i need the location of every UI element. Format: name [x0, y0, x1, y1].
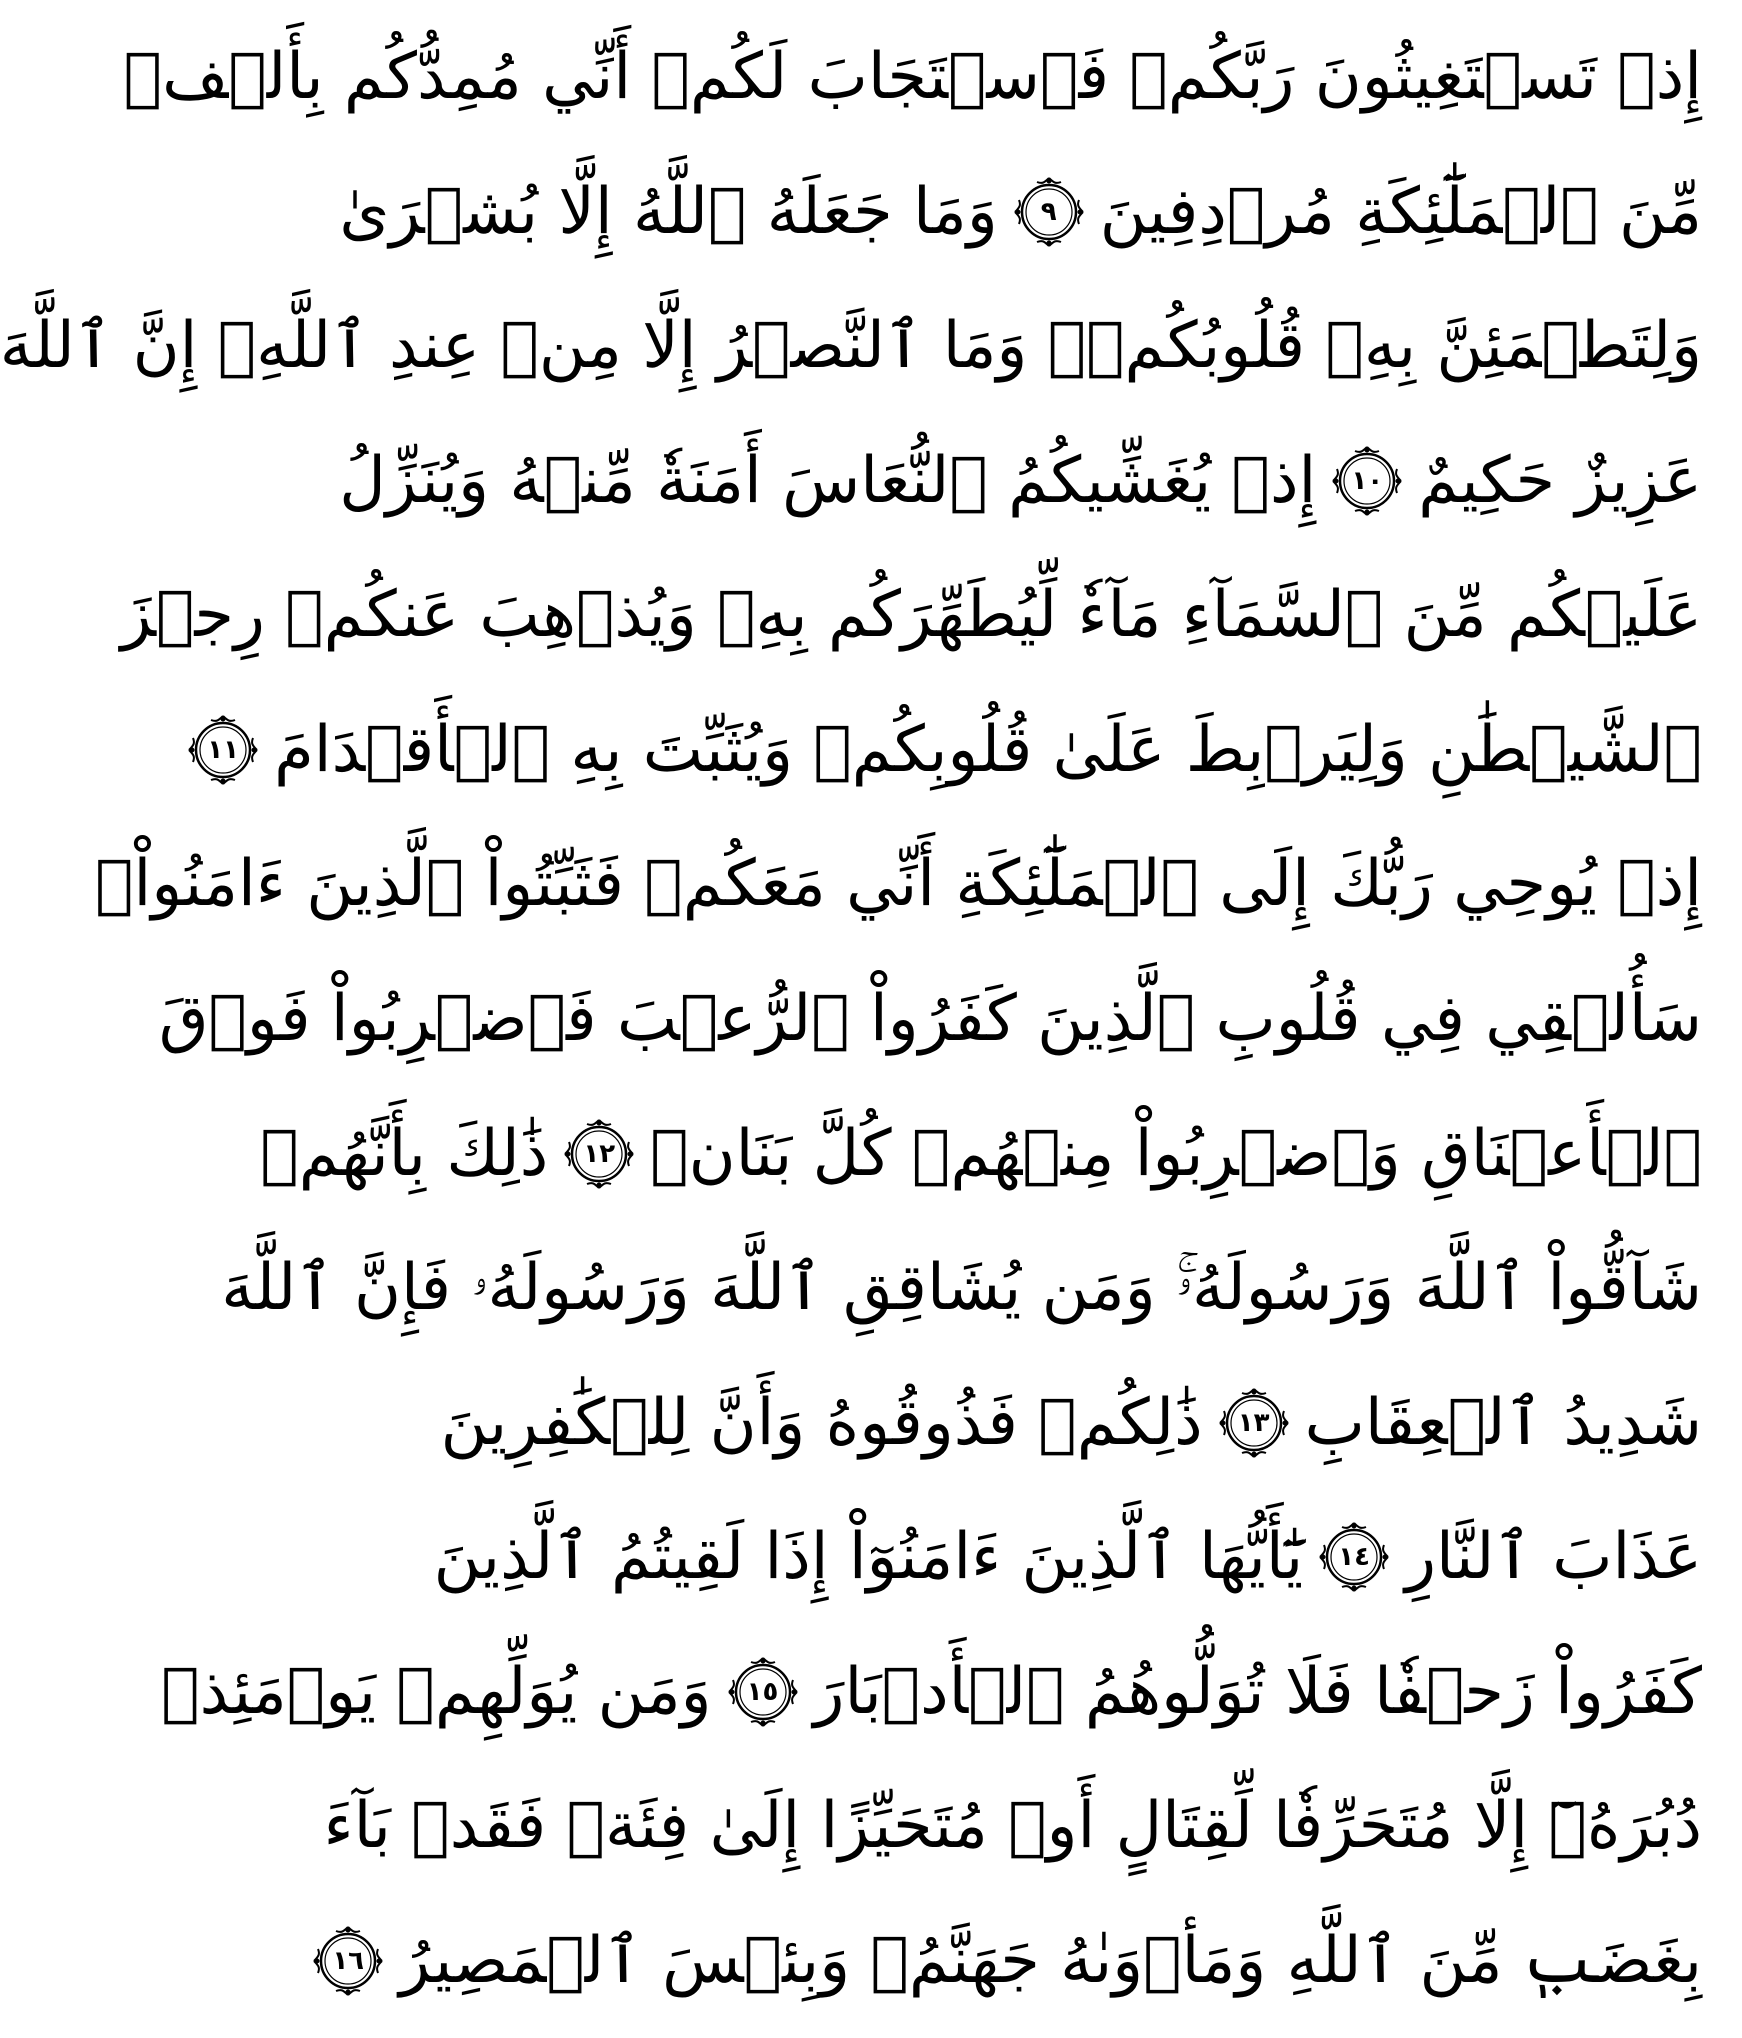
text-line	[158, 960, 1702, 1078]
text-line	[332, 1902, 1702, 2020]
text-line	[207, 691, 1702, 809]
ayah-end-marker	[311, 1924, 385, 1998]
ayah-number: ١٥	[746, 1676, 779, 1707]
ayah-number: ١٠	[1351, 465, 1384, 496]
ayah-end-marker	[1217, 1386, 1291, 1460]
text-line	[433, 1498, 1702, 1616]
text-line	[260, 1095, 1702, 1213]
verse-text: ذَٰلِكُمۡ فَذُوقُوهُ وَأَنَّ لِلۡكَٰفِرِينَ	[440, 1385, 1203, 1460]
text-line	[95, 825, 1702, 943]
verse-text: مِّنَ ٱلۡمَلَٰٓئِكَةِ مُرۡدِفِينَ	[1099, 174, 1702, 249]
verse-text: عَذَابَ ٱلنَّارِ	[1405, 1520, 1702, 1595]
verse-text: شَدِيدُ ٱلۡعِقَابِ	[1304, 1385, 1702, 1460]
text-line	[161, 1633, 1702, 1751]
verse-text: إِذۡ يُوحِي رَبُّكَ إِلَى ٱلۡمَلَٰٓئِكَةِ أَنِّي مَعَكُمۡ فَثَبِّتُواْ ٱلَّذِينَ ءَامَنُواْۚ	[95, 847, 1702, 922]
text-line	[339, 422, 1702, 540]
verse-text: يَٰٓأَيُّهَا ٱلَّذِينَ ءَامَنُوٓاْ إِذَا لَقِيتُمُ ٱلَّذِينَ	[433, 1520, 1304, 1595]
ayah-end-marker	[1317, 1520, 1391, 1594]
text-line	[123, 18, 1702, 136]
verse-text: شَآقُّواْ ٱللَّهَ وَرَسُولَهُۥۚ وَمَن يُشَاقِقِ ٱللَّهَ وَرَسُولَهُۥ فَإِنَّ ٱللَّهَ	[221, 1251, 1702, 1326]
text-line	[221, 1229, 1702, 1347]
ayah-number: ١٢	[583, 1138, 616, 1169]
verse-text: كَفَرُواْ زَحۡفٗا فَلَا تُوَلُّوهُمُ ٱلۡأَدۡبَارَ	[813, 1654, 1702, 1729]
text-line	[323, 1767, 1702, 1885]
verse-text: وَمَا جَعَلَهُ ٱللَّهُ إِلَّا بُشۡرَىٰ	[339, 174, 998, 249]
ayah-end-marker	[562, 1117, 636, 1191]
verse-text: وَمَن يُوَلِّهِمۡ يَوۡمَئِذٖ	[161, 1654, 712, 1729]
verse-text: وَلِتَطۡمَئِنَّ بِهِۦ قُلُوبُكُمۡۚ وَمَا ٱلنَّصۡرُ إِلَّا مِنۡ عِندِ ٱللَّهِۚ إِنَّ ٱللَّهَ	[0, 309, 1702, 384]
text-line	[440, 1364, 1702, 1482]
text-line	[0, 287, 1702, 405]
ayah-number: ٩	[1040, 196, 1057, 227]
ayah-number: ١٣	[1237, 1407, 1270, 1438]
verse-text: ذَٰلِكَ بِأَنَّهُمۡ	[260, 1116, 549, 1191]
ayah-number: ١١	[207, 734, 240, 765]
verse-text: ٱلۡأَعۡنَاقِ وَٱضۡرِبُواْ مِنۡهُمۡ كُلَّ بَنَانٖ	[650, 1116, 1702, 1191]
verse-text: عَلَيۡكُم مِّنَ ٱلسَّمَآءِ مَآءٗ لِّيُطَهِّرَكُم بِهِۦ وَيُذۡهِبَ عَنكُمۡ رِجۡزَ	[120, 578, 1702, 653]
text-line	[120, 556, 1702, 674]
ayah-number: ١٦	[332, 1945, 365, 1976]
ayah-end-marker	[186, 713, 260, 787]
ayah-end-marker	[1012, 175, 1086, 249]
verse-text: عَزِيزٌ حَكِيمٌ	[1418, 443, 1702, 518]
ayah-number: ١٤	[1338, 1542, 1370, 1573]
verse-text: إِذۡ تَسۡتَغِيثُونَ رَبَّكُمۡ فَٱسۡتَجَابَ لَكُمۡ أَنِّي مُمِدُّكُم بِأَلۡفٖ	[123, 40, 1702, 114]
text-line	[339, 153, 1702, 271]
ayah-end-marker	[1330, 444, 1404, 518]
ayah-end-marker	[726, 1655, 800, 1729]
verse-text: ٱلشَّيۡطَٰنِ وَلِيَرۡبِطَ عَلَىٰ قُلُوبِكُمۡ وَيُثَبِّتَ بِهِ ٱلۡأَقۡدَامَ	[274, 712, 1702, 787]
verse-text: دُبُرَهُۥٓ إِلَّا مُتَحَرِّفٗا لِّقِتَالٍ أَوۡ مُتَحَيِّزًا إِلَىٰ فِئَةٖ فَقَدۡ بَآءَ	[323, 1789, 1702, 1864]
verse-text: إِذۡ يُغَشِّيكُمُ ٱلنُّعَاسَ أَمَنَةٗ مِّنۡهُ وَيُنَزِّلُ	[339, 443, 1317, 518]
verse-text: بِغَضَبٖ مِّنَ ٱللَّهِ وَمَأۡوَىٰهُ جَهَنَّمُۖ وَبِئۡسَ ٱلۡمَصِيرُ	[399, 1923, 1702, 1998]
verse-text: سَأُلۡقِي فِي قُلُوبِ ٱلَّذِينَ كَفَرُواْ ٱلرُّعۡبَ فَٱضۡرِبُواْ فَوۡقَ	[158, 981, 1702, 1056]
